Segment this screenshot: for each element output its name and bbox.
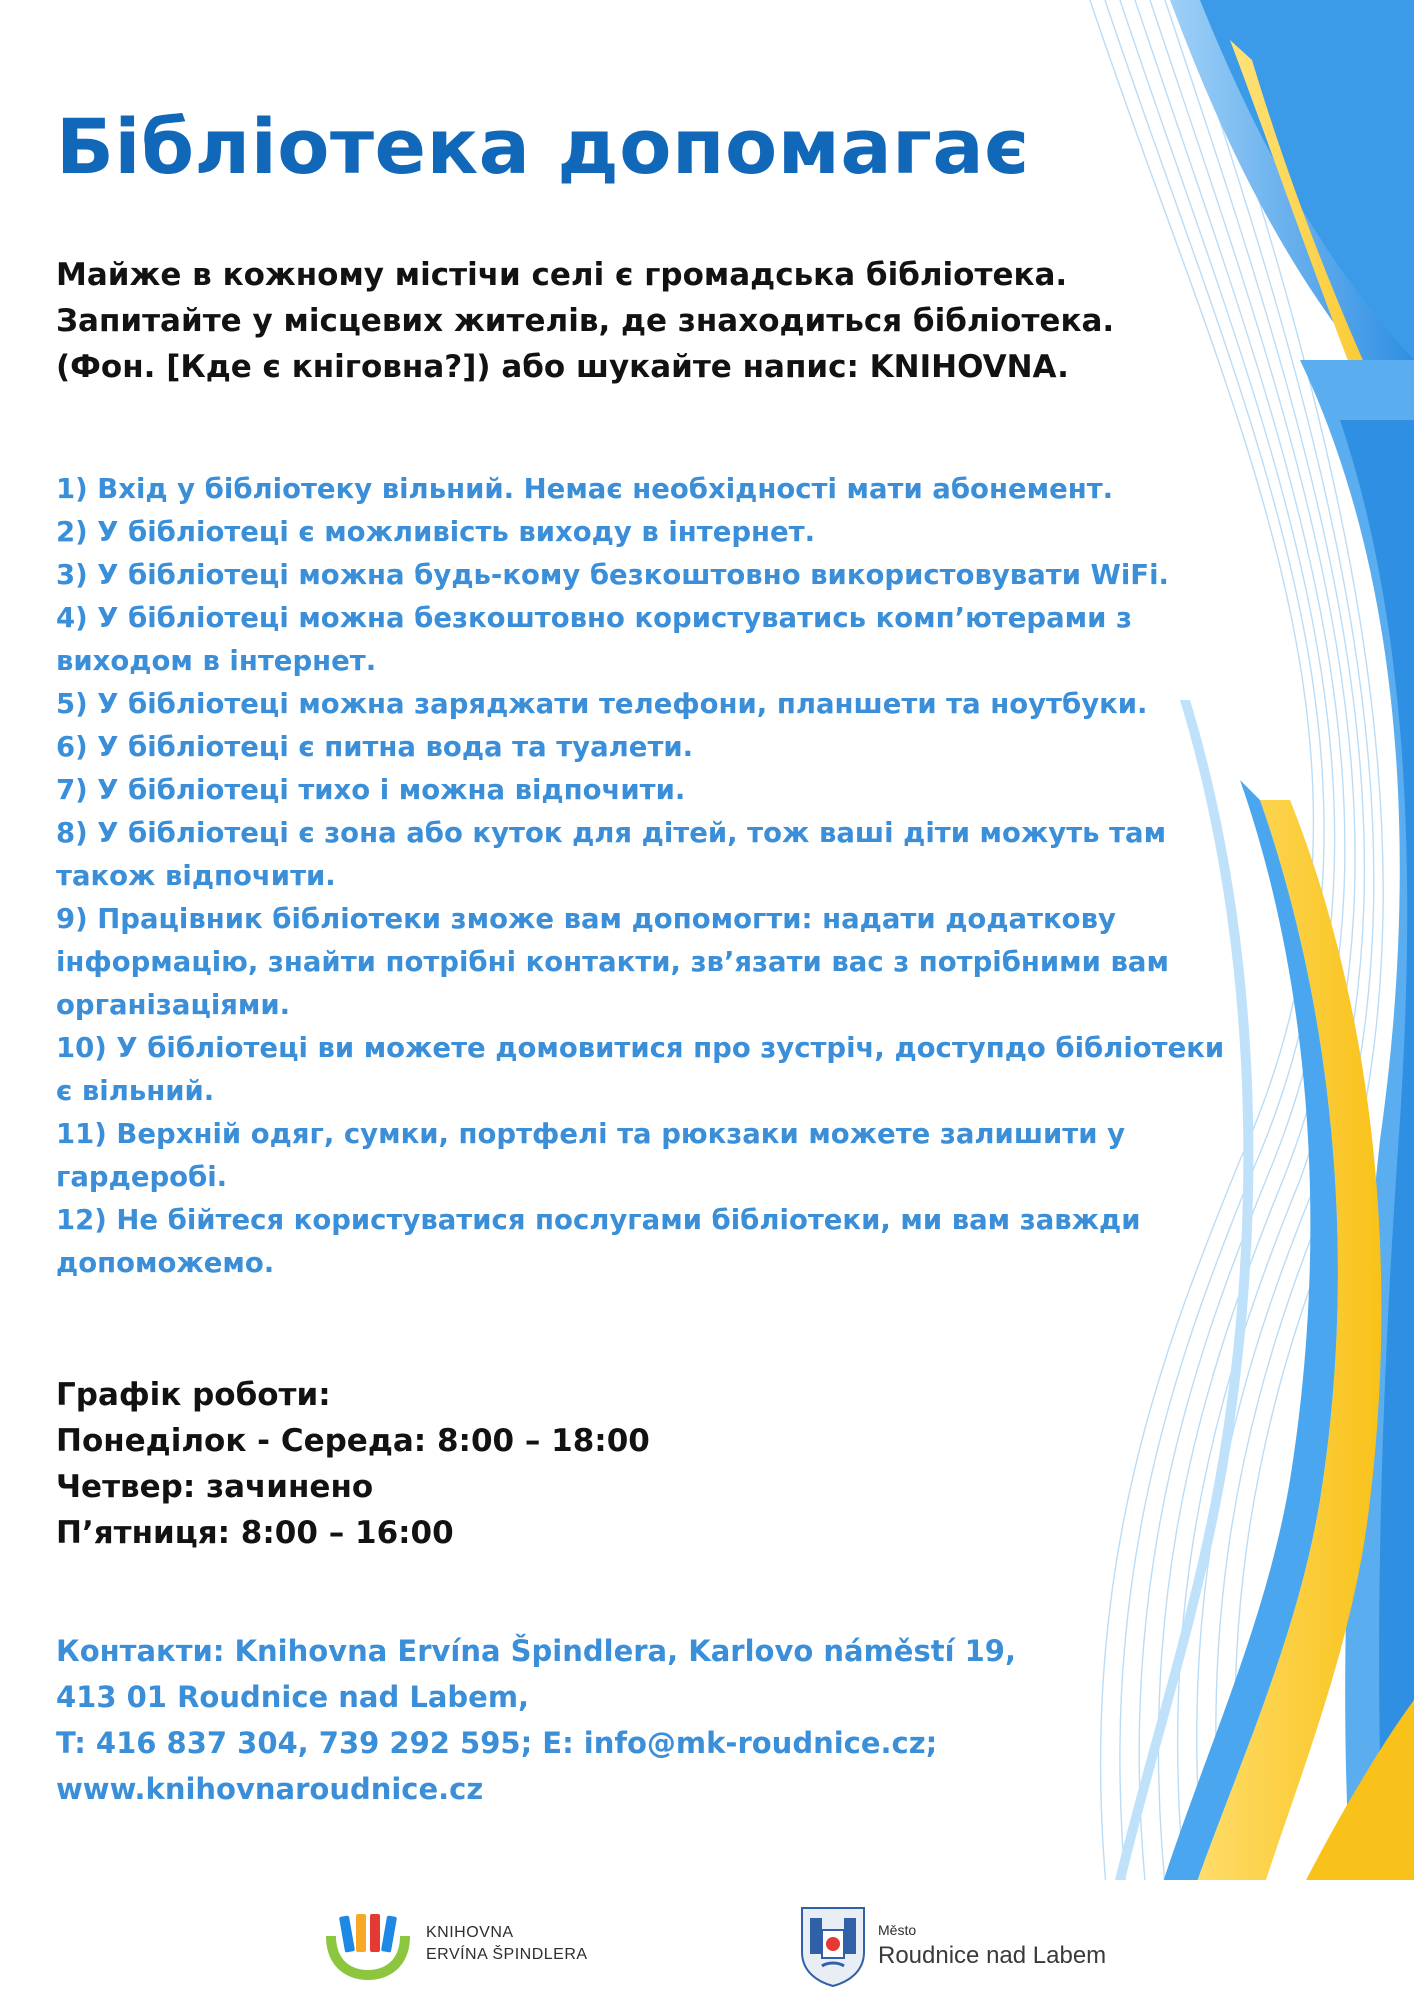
hours-thu: Четвер: зачинено bbox=[56, 1469, 374, 1505]
rule-item: 4) У бібліотеці можна безкоштовно користуватись комп’ютерами з виходом в інтернет. bbox=[56, 602, 1132, 677]
rule-item: 8) У бібліотеці є зона або куток для дітей, тож ваші діти можуть там також відпочити. bbox=[56, 817, 1167, 892]
opening-hours-heading: Графік роботи: bbox=[56, 1377, 331, 1413]
intro-paragraph bbox=[56, 252, 1114, 390]
hours-fri: П’ятниця: 8:00 – 16:00 bbox=[56, 1515, 454, 1551]
rule-item: 1) Вхід у бібліотеку вільний. Немає необхідності мати абонемент. bbox=[56, 473, 1114, 505]
rule-item: 7) У бібліотеці тихо і можна відпочити. bbox=[56, 774, 686, 806]
rule-item: 11) Верхній одяг, сумки, портфелі та рюкзаки можете залишити у гардеробі. bbox=[56, 1118, 1125, 1193]
contact-line: T: 416 837 304, 739 292 595; E: info@mk-roudnice.cz; bbox=[56, 1726, 938, 1760]
city-logo bbox=[788, 1902, 1107, 1992]
contact-link-website[interactable]: www.knihovnaroudnice.cz bbox=[56, 1772, 484, 1806]
intro-line: Запитайте у місцевих жителів, де знаходиться бібліотека. bbox=[56, 303, 1115, 339]
city-logo-name: Roudnice nad Labem bbox=[878, 1942, 1107, 1969]
book-stack-icon bbox=[318, 1906, 418, 1986]
library-logo bbox=[318, 1902, 598, 1992]
hours-mon-wed: Понеділок - Середа: 8:00 – 18:00 bbox=[56, 1423, 650, 1459]
contact-line: Контакти: Knihovna Ervína Špindlera, Karlovo náměstí 19, bbox=[56, 1634, 1017, 1668]
rule-item: 2) У бібліотеці є можливість виходу в інтернет. bbox=[56, 516, 816, 548]
rule-item: 12) Не бійтеся користуватися послугами бібліотеки, ми вам завжди допоможемо. bbox=[56, 1204, 1141, 1279]
intro-line: (Фон. [Кде є кніговна?]) або шукайте напис: KNIHOVNA. bbox=[56, 349, 1069, 385]
rule-item: 6) У бібліотеці є питна вода та туалети. bbox=[56, 731, 694, 763]
rules-list bbox=[56, 468, 1256, 1285]
rule-item: 9) Працівник бібліотеки зможе вам допомогти: надати додаткову інформацію, знайти потрібні контакти, зв’язати вас з потрібними вам організаціями. bbox=[56, 903, 1169, 1021]
city-coat-of-arms-icon bbox=[798, 1904, 868, 1988]
library-logo-line: ERVÍNA ŠPINDLERA bbox=[426, 1946, 588, 1963]
library-logo-line: KNIHOVNA bbox=[426, 1924, 514, 1941]
rule-item: 5) У бібліотеці можна заряджати телефони, планшети та ноутбуки. bbox=[56, 688, 1148, 720]
city-logo-small-text: Město bbox=[878, 1922, 917, 1938]
library-logo-text bbox=[426, 1922, 588, 1966]
opening-hours bbox=[56, 1372, 650, 1556]
contact-line: 413 01 Roudnice nad Labem, bbox=[56, 1680, 530, 1714]
rule-item: 10) У бібліотеці ви можете домовитися про зустріч, доступдо бібліотеки є вільний. bbox=[56, 1032, 1225, 1107]
contacts-block bbox=[56, 1628, 1016, 1812]
rule-item: 3) У бібліотеці можна будь-кому безкоштовно використовувати WiFi. bbox=[56, 559, 1169, 591]
intro-line: Майже в кожному містічи селі є громадська бібліотека. bbox=[56, 257, 1068, 293]
page-title: Бібліотека допомагає bbox=[56, 102, 1030, 191]
